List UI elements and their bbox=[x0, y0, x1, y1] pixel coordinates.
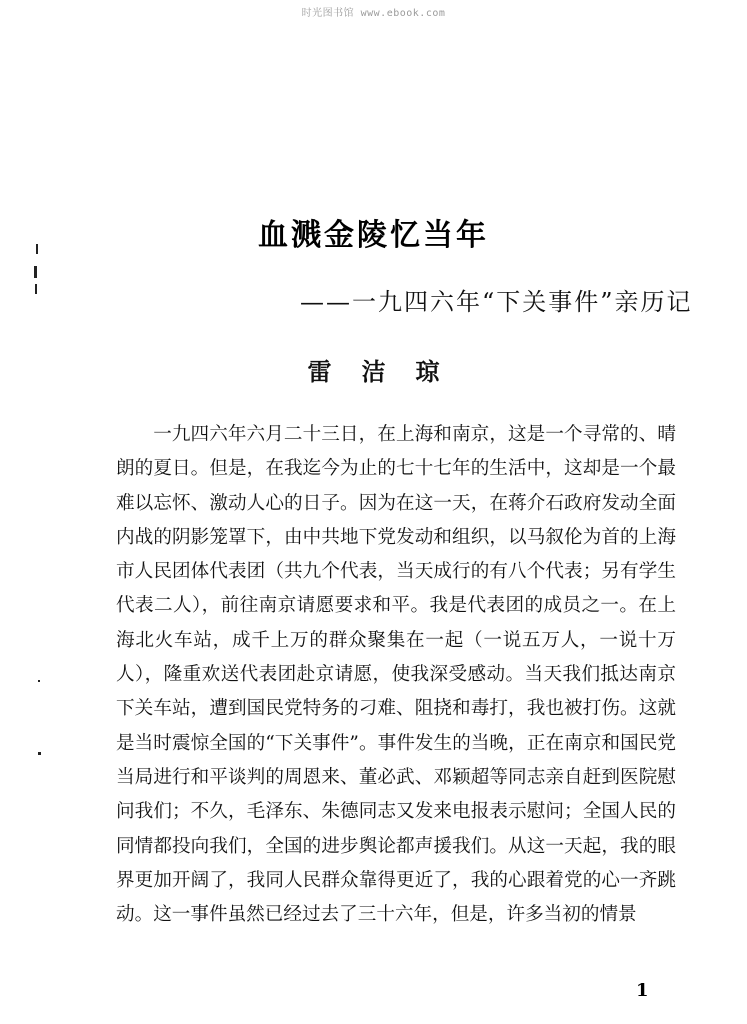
scan-artifact bbox=[35, 284, 37, 294]
article-author: 雷洁琼 bbox=[307, 357, 470, 386]
scan-artifact bbox=[38, 752, 41, 755]
page-number: 1 bbox=[636, 980, 649, 1001]
article-subtitle: ——一九四六年“下关事件”亲历记 bbox=[300, 288, 693, 316]
scan-artifact bbox=[34, 266, 37, 278]
article-body: 一九四六年六月二十三日，在上海和南京，这是一个寻常的、晴朗的夏日。但是，在我迄今为止的七十七年的生活中，这却是一个最难以忘怀、激动人心的日子。因为在这一天，在蒋介石政府发动全面内战的阴影笼罩下，由中共地下党发动和组织，以马叙伦为首的上海市人民团体代表团（共九个代表，当天成行的有八个代表；另有学生代表二人），前往南京请愿要求和平。我是代表团的成员之一。在上海北火车站，成千上万的群众聚集在一起（一说五万人，一说十万人），隆重欢送代表团赴京请愿，使我深受感动。当天我们抵达南京下关车站，遭到国民党特务的刁难、阻挠和毒打，我也被打伤。这就是当时震惊全国的“下关事件”。事件发生的当晚，正在南京和国民党当局进行和平谈判的周恩来、董必武、邓颖超等同志亲自赶到医院慰问我们；不久，毛泽东、朱德同志又发来电报表示慰问；全国人民的同情都投向我们，全国的进步舆论都声援我们。从这一天起，我的眼界更加开阔了，我同人民群众靠得更近了，我的心跟着党的心一齐跳动。这一事件虽然已经过去了三十六年，但是，许多当初的情景 bbox=[116, 424, 676, 926]
article-title: 血溅金陵忆当年 bbox=[258, 218, 489, 253]
scan-artifact bbox=[38, 680, 40, 682]
scan-artifact bbox=[36, 244, 38, 254]
watermark: 时光图书馆 www.ebook.com bbox=[301, 8, 446, 19]
